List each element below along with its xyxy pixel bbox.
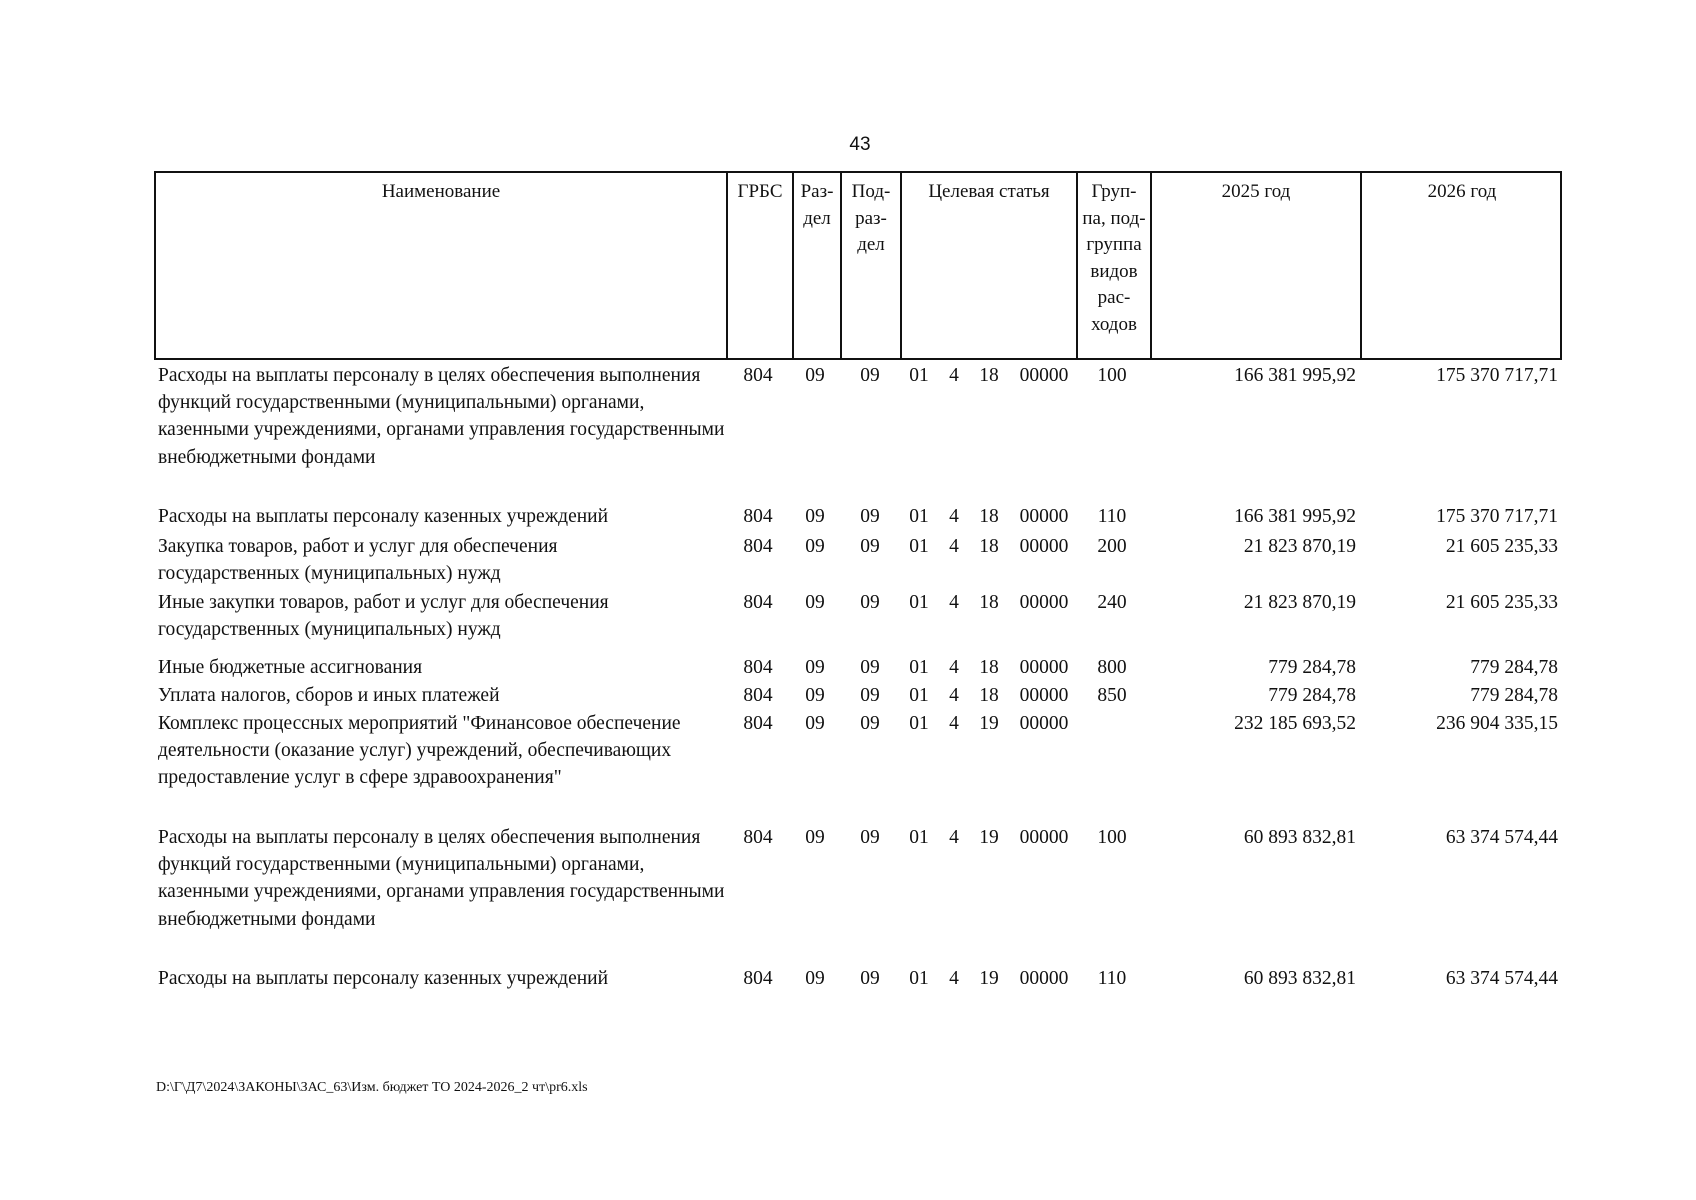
cell-podrazdel: 09 [860,506,880,527]
cell-expense-group: 800 [1097,657,1127,678]
cell-target-2: 4 [949,506,959,527]
cell-grbs: 804 [743,536,773,557]
cell-razdel: 09 [805,968,825,989]
cell-year-2026: 175 370 717,71 [1436,365,1558,386]
cell-razdel: 09 [805,536,825,557]
cell-target-2: 4 [949,685,959,706]
row-name: Расходы на выплаты персоналу казенных учреждений [158,968,609,989]
cell-expense-group: 100 [1097,365,1127,386]
cell-podrazdel: 09 [860,968,880,989]
cell-target-1: 01 [909,827,929,848]
cell-target-3: 18 [979,536,999,557]
cell-target-1: 01 [909,968,929,989]
cell-target-1: 01 [909,713,929,734]
header-razdel: Раз- дел [800,181,834,229]
cell-year-2026: 779 284,78 [1470,685,1558,706]
cell-target-1: 01 [909,506,929,527]
row-name: Комплекс процессных мероприятий "Финансовое обеспечение деятельности (оказание услуг) учреждений, обеспечивающих предоставление услуг в сфере здравоохранения" [158,713,681,789]
row-name: Уплата налогов, сборов и иных платежей [158,685,500,706]
cell-target-1: 01 [909,592,929,613]
cell-target-2: 4 [949,713,959,734]
cell-target-4: 00000 [1019,536,1069,557]
cell-target-2: 4 [949,536,959,557]
cell-razdel: 09 [805,713,825,734]
cell-target-4: 00000 [1019,968,1069,989]
cell-target-4: 00000 [1019,506,1069,527]
cell-target-3: 18 [979,657,999,678]
cell-expense-group: 100 [1097,827,1127,848]
cell-expense-group: 110 [1097,506,1127,527]
cell-podrazdel: 09 [860,685,880,706]
cell-razdel: 09 [805,685,825,706]
row-name: Расходы на выплаты персоналу в целях обеспечения выполнения функций государственными (муниципальными) органами, казенными учреждениями, органами управления государственными внебюджетными фондами [158,827,725,930]
cell-year-2025: 779 284,78 [1268,657,1356,678]
cell-year-2025: 60 893 832,81 [1243,827,1356,848]
cell-podrazdel: 09 [860,827,880,848]
cell-grbs: 804 [743,713,773,734]
cell-year-2026: 21 605 235,33 [1445,592,1558,613]
header-year-2025: 2025 год [1221,181,1291,202]
cell-target-1: 01 [909,685,929,706]
row-name: Расходы на выплаты персоналу казенных учреждений [158,506,609,527]
cell-target-3: 18 [979,365,999,386]
cell-year-2025: 232 185 693,52 [1234,713,1356,734]
row-name: Расходы на выплаты персоналу в целях обеспечения выполнения функций государственными (муниципальными) органами, казенными учреждениями, органами управления государственными внебюджетными фондами [158,365,725,468]
cell-grbs: 804 [743,968,773,989]
cell-year-2025: 166 381 995,92 [1234,506,1356,527]
cell-expense-group: 850 [1097,685,1127,706]
cell-target-4: 00000 [1019,827,1069,848]
page-number: 43 [849,134,871,155]
cell-year-2025: 21 823 870,19 [1243,536,1356,557]
header-podrazdel: Под- раз- дел [851,181,891,255]
cell-target-2: 4 [949,592,959,613]
header-year-2026: 2026 год [1427,181,1497,202]
cell-target-3: 18 [979,685,999,706]
table-header [154,171,1562,360]
cell-target-4: 00000 [1019,592,1069,613]
cell-target-2: 4 [949,968,959,989]
cell-target-1: 01 [909,536,929,557]
cell-razdel: 09 [805,365,825,386]
cell-target-3: 19 [979,713,999,734]
header-target-article: Целевая статья [928,181,1050,202]
cell-target-1: 01 [909,365,929,386]
cell-target-3: 18 [979,592,999,613]
cell-year-2025: 779 284,78 [1268,685,1356,706]
cell-podrazdel: 09 [860,713,880,734]
cell-grbs: 804 [743,506,773,527]
cell-target-3: 19 [979,968,999,989]
row-name: Закупка товаров, работ и услуг для обеспечения государственных (муниципальных) нужд [158,536,558,585]
cell-year-2026: 779 284,78 [1470,657,1558,678]
cell-year-2025: 166 381 995,92 [1234,365,1356,386]
cell-podrazdel: 09 [860,592,880,613]
cell-grbs: 804 [743,657,773,678]
cell-year-2026: 21 605 235,33 [1445,536,1558,557]
row-name: Иные бюджетные ассигнования [158,657,423,678]
header-expense-group: Груп- па, под- группа видов рас- ходов [1082,181,1146,335]
cell-grbs: 804 [743,365,773,386]
cell-target-2: 4 [949,827,959,848]
cell-year-2026: 63 374 574,44 [1445,827,1558,848]
cell-target-2: 4 [949,365,959,386]
cell-target-3: 18 [979,506,999,527]
file-path-footer: D:\Г\Д7\2024\ЗАКОНЫ\ЗАС_63\Изм. бюджет ТО 2024-2026_2 чт\pr6.xls [156,1080,588,1095]
cell-target-1: 01 [909,657,929,678]
header-grbs: ГРБС [737,181,783,202]
cell-year-2026: 175 370 717,71 [1436,506,1558,527]
cell-target-2: 4 [949,657,959,678]
cell-razdel: 09 [805,657,825,678]
cell-podrazdel: 09 [860,657,880,678]
cell-target-3: 19 [979,827,999,848]
cell-grbs: 804 [743,827,773,848]
cell-target-4: 00000 [1019,713,1069,734]
cell-target-4: 00000 [1019,657,1069,678]
cell-razdel: 09 [805,827,825,848]
cell-expense-group: 110 [1097,968,1127,989]
cell-year-2026: 236 904 335,15 [1436,713,1558,734]
cell-target-4: 00000 [1019,685,1069,706]
cell-grbs: 804 [743,592,773,613]
cell-year-2025: 60 893 832,81 [1243,968,1356,989]
cell-year-2025: 21 823 870,19 [1243,592,1356,613]
cell-expense-group: 200 [1097,536,1127,557]
cell-expense-group: 240 [1097,592,1127,613]
cell-podrazdel: 09 [860,536,880,557]
cell-razdel: 09 [805,506,825,527]
header-name: Наименование [381,181,501,202]
cell-year-2026: 63 374 574,44 [1445,968,1558,989]
cell-target-4: 00000 [1019,365,1069,386]
cell-grbs: 804 [743,685,773,706]
cell-razdel: 09 [805,592,825,613]
cell-podrazdel: 09 [860,365,880,386]
row-name: Иные закупки товаров, работ и услуг для обеспечения государственных (муниципальных) нужд [158,592,609,641]
